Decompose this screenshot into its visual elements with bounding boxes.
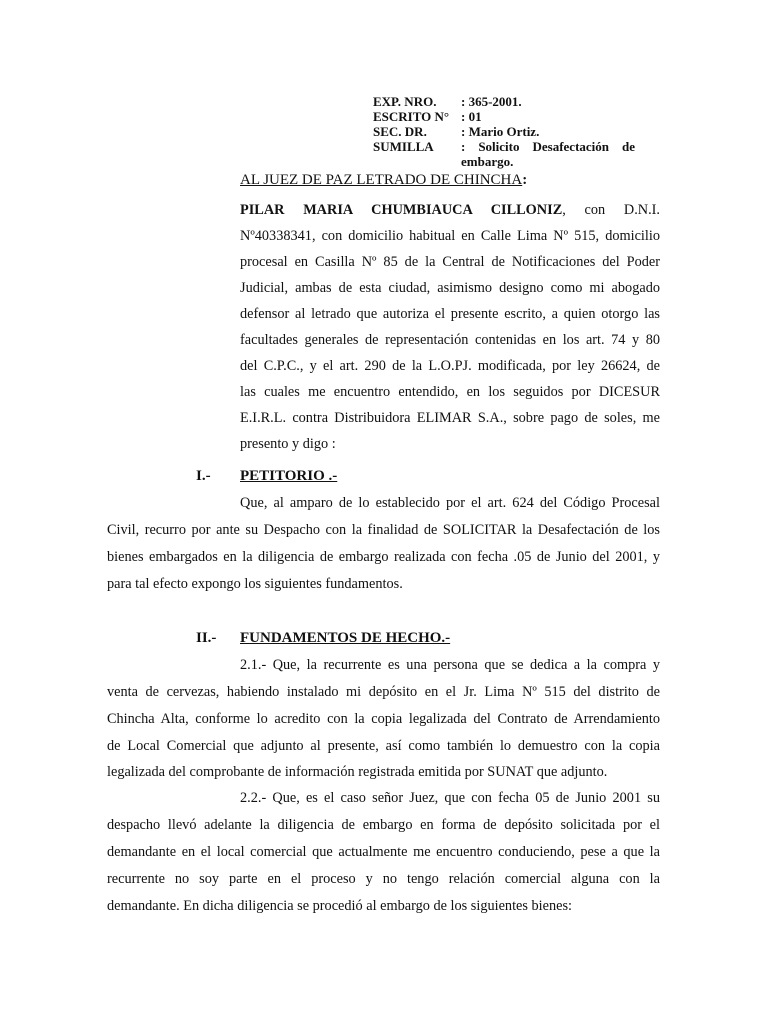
- section-title: FUNDAMENTOS DE HECHO.-: [240, 630, 451, 646]
- paragraph-line: de Local Comercial que adjunto al presente, así como también lo demuestro con la copia: [107, 738, 660, 754]
- addressee-colon: :: [522, 172, 528, 188]
- intro-line: Judicial, ambas de esta ciudad, asimismo designo como mi abogado: [240, 280, 660, 296]
- section-title: PETITORIO .-: [240, 468, 338, 484]
- addressee: [240, 172, 527, 189]
- intro-line: las cuales me encuentro entendido, en los seguidos por DICESUR: [240, 384, 660, 400]
- header-label: EXP. NRO.: [373, 94, 437, 109]
- header-value: : 01: [461, 109, 482, 124]
- intro-line: Nº40338341, con domicilio habitual en Calle Lima Nº 515, domicilio: [240, 228, 660, 244]
- header-label: SUMILLA: [373, 139, 434, 154]
- header-row-exp: [373, 94, 663, 109]
- header-sumilla-cont: embargo.: [461, 154, 514, 169]
- case-header: [373, 94, 663, 174]
- intro-line: [240, 202, 660, 219]
- header-row-sumilla: [373, 139, 663, 154]
- paragraph-line: Chincha Alta, conforme lo acredito con la copia legalizada del Contrato de Arrendamiento: [107, 711, 660, 727]
- header-value: : Mario Ortiz.: [461, 124, 540, 139]
- header-value: : Solicito Desafectación de: [461, 139, 636, 154]
- paragraph-line: venta de cervezas, habiendo instalado mi depósito en el Jr. Lima Nº 515 del distrito de: [107, 684, 660, 700]
- header-row-escrito: [373, 109, 663, 124]
- section-number: I.-: [196, 468, 211, 484]
- header-value: : 365-2001.: [461, 94, 522, 109]
- paragraph-line: para tal efecto expongo los siguientes fundamentos.: [107, 576, 403, 592]
- intro-line: defensor al letrado que autoriza el presente escrito, a quien otorgo las: [240, 306, 660, 322]
- paragraph-line: legalizada del comprobante de información registrada emitida por SUNAT que adjunto.: [107, 764, 608, 780]
- addressee-text: AL JUEZ DE PAZ LETRADO DE CHINCHA: [240, 172, 523, 188]
- paragraph-line: demandante en el local comercial que actualmente me encuentro conduciendo, pese a que la: [107, 844, 660, 860]
- intro-line-0: , con D.N.I.: [562, 202, 661, 218]
- intro-line: facultades generales de representación contenidas en los art. 74 y 80: [240, 332, 660, 348]
- paragraph-line: 2.2.- Que, es el caso señor Juez, que con fecha 05 de Junio 2001 su: [240, 790, 660, 806]
- paragraph-line: demandante. En dicha diligencia se procedió al embargo de los siguientes bienes:: [107, 898, 573, 914]
- paragraph-line: Que, al amparo de lo establecido por el art. 624 del Código Procesal: [240, 495, 660, 511]
- intro-line: E.I.R.L. contra Distribuidora ELIMAR S.A., sobre pago de soles, me: [240, 410, 660, 426]
- paragraph-line: Civil, recurro por ante su Despacho con la finalidad de SOLICITAR la Desafectación de los: [107, 522, 660, 538]
- header-label: ESCRITO N°: [373, 109, 450, 124]
- paragraph-line: bienes embargados en la diligencia de embargo realizada con fecha .05 de Junio del 2001, y: [107, 549, 660, 565]
- paragraph-line: recurrente no soy parte en el proceso y no tengo relación comercial alguna con la: [107, 871, 660, 887]
- intro-line: del C.P.C., y el art. 290 de la L.O.PJ. modificada, por ley 26624, de: [240, 358, 660, 374]
- paragraph-line: 2.1.- Que, la recurrente es una persona que se dedica a la compra y: [240, 657, 660, 673]
- paragraph-line: despacho llevó adelante la diligencia de embargo en forma de depósito solicitada por el: [107, 817, 660, 833]
- intro-line: procesal en Casilla Nº 85 de la Central de Notificaciones del Poder: [240, 254, 660, 270]
- petitioner-name: PILAR MARIA CHUMBIAUCA CILLONIZ: [240, 202, 563, 218]
- header-row-sec: [373, 124, 663, 139]
- header-label: SEC. DR.: [373, 124, 427, 139]
- section-number: II.-: [196, 630, 217, 646]
- intro-line: presento y digo :: [240, 436, 336, 452]
